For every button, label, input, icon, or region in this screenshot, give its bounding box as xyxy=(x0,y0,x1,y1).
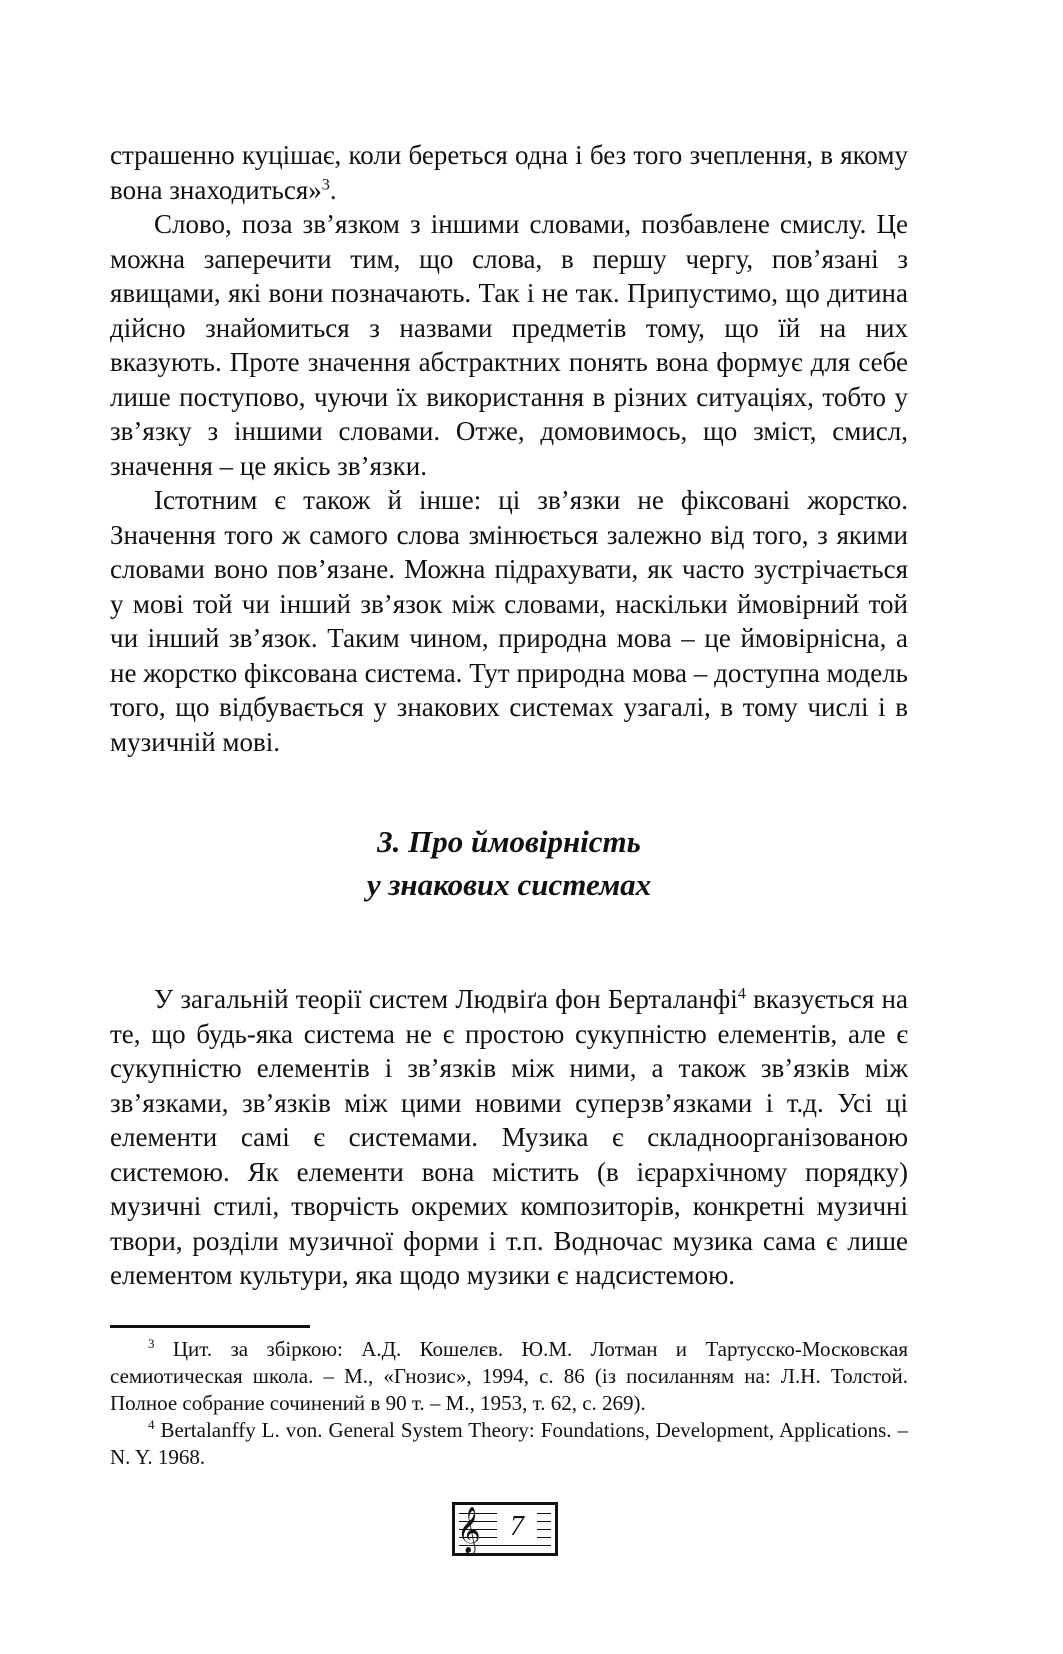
paragraph-continued-end: . xyxy=(329,174,337,205)
body-text-top xyxy=(110,138,908,759)
footnote-4 xyxy=(110,1417,908,1471)
section-heading xyxy=(110,820,908,906)
section-heading-line-1: 3. Про ймовірність xyxy=(377,824,641,859)
treble-clef-icon: 𝄞 xyxy=(457,1507,481,1553)
page-number-ornament xyxy=(452,1502,558,1556)
footnote-3-number: 3 xyxy=(148,1336,155,1352)
paragraph-word-meaning: Слово, поза зв’язком з іншими словами, позбавлене смислу. Це можна заперечити тим, що слова, в першу чергу, пов’язані з явищами, які вони позначають. Так і не так. Припустимо, що дитина дійсно знайомиться з назвами предметів тому, що їй на них вказують. Проте значення абстрактних понять вона формує для себе лише поступово, чуючи їх використання в різних ситуаціях, тобто у зв’язку з іншими словами. Отже, домовимось, що зміст, смисл, значення – це якісь зв’язки. xyxy=(110,209,908,481)
paragraph-systems-theory xyxy=(110,982,908,1293)
paragraph-systems-theory-rest: вказується на те, що будь-яка система не є простою сукупністю елементів, але є сукупністю елементів і зв’язків між ними, а також зв’язків між зв’язками, зв’язків між цими новими суперзв’язками і т.д. Усі ці елементи самі є системами. Музика є складноорганізованою системою. Як елементи вона містить (в ієрархічному порядку) музичні стилі, творчість окремих композиторів, конкретні музичні твори, розділи музичної форми і т.п. Водночас музика сама є лише елементом культури, яка щодо музики є надсистемою. xyxy=(110,984,908,1290)
footnotes xyxy=(110,1336,908,1471)
footnote-separator xyxy=(110,1325,310,1328)
paragraph-continued-text: страшенно куцішає, коли береться одна і без того зчеплення, в якому вона знаходиться» xyxy=(110,140,908,205)
footnote-3 xyxy=(110,1336,908,1417)
paragraph-continued xyxy=(110,138,908,207)
body-text-bottom xyxy=(110,982,908,1293)
footnote-4-text: Bertalanffy L. von. General System Theory: Foundations, Development, Applications. – N. Y. 1968. xyxy=(110,1418,908,1469)
footnote-3-text: Цит. за збіркою: А.Д. Кошелєв. Ю.М. Лотман и Тартусско-Московская семиотическая школа. – М., «Гнозис», 1994, с. 86 (із посиланням на: Л.Н. Толстой. Полное собрание сочинений в 90 т. – М., 1953, т. 62, с. 269). xyxy=(110,1337,908,1415)
footnote-ref-4[interactable]: 4 xyxy=(737,984,746,1003)
footnote-4-number: 4 xyxy=(148,1417,155,1433)
page-number: 7 xyxy=(497,1511,537,1543)
section-heading-line-2: у знакових системах xyxy=(366,867,652,902)
footnote-ref-3[interactable]: 3 xyxy=(321,174,330,193)
paragraph-probability-links: Істотним є також й інше: ці зв’язки не фіксовані жорстко. Значення того ж самого слова змінюється залежно від того, з якими словами воно пов’язане. Можна підрахувати, як часто зустрічається у мові той чи інший зв’язок між словами, наскільки ймовірний той чи інший зв’язок. Таким чином, природна мова – це ймовірнісна, а не жорстко фіксована система. Тут природна мова – доступна модель того, що відбувається у знакових системах узагалі, в тому числі і в музичній мові. xyxy=(110,485,908,757)
paragraph-systems-theory-start: У загальній теорії систем Людвіґа фон Берталанфі xyxy=(154,984,738,1014)
